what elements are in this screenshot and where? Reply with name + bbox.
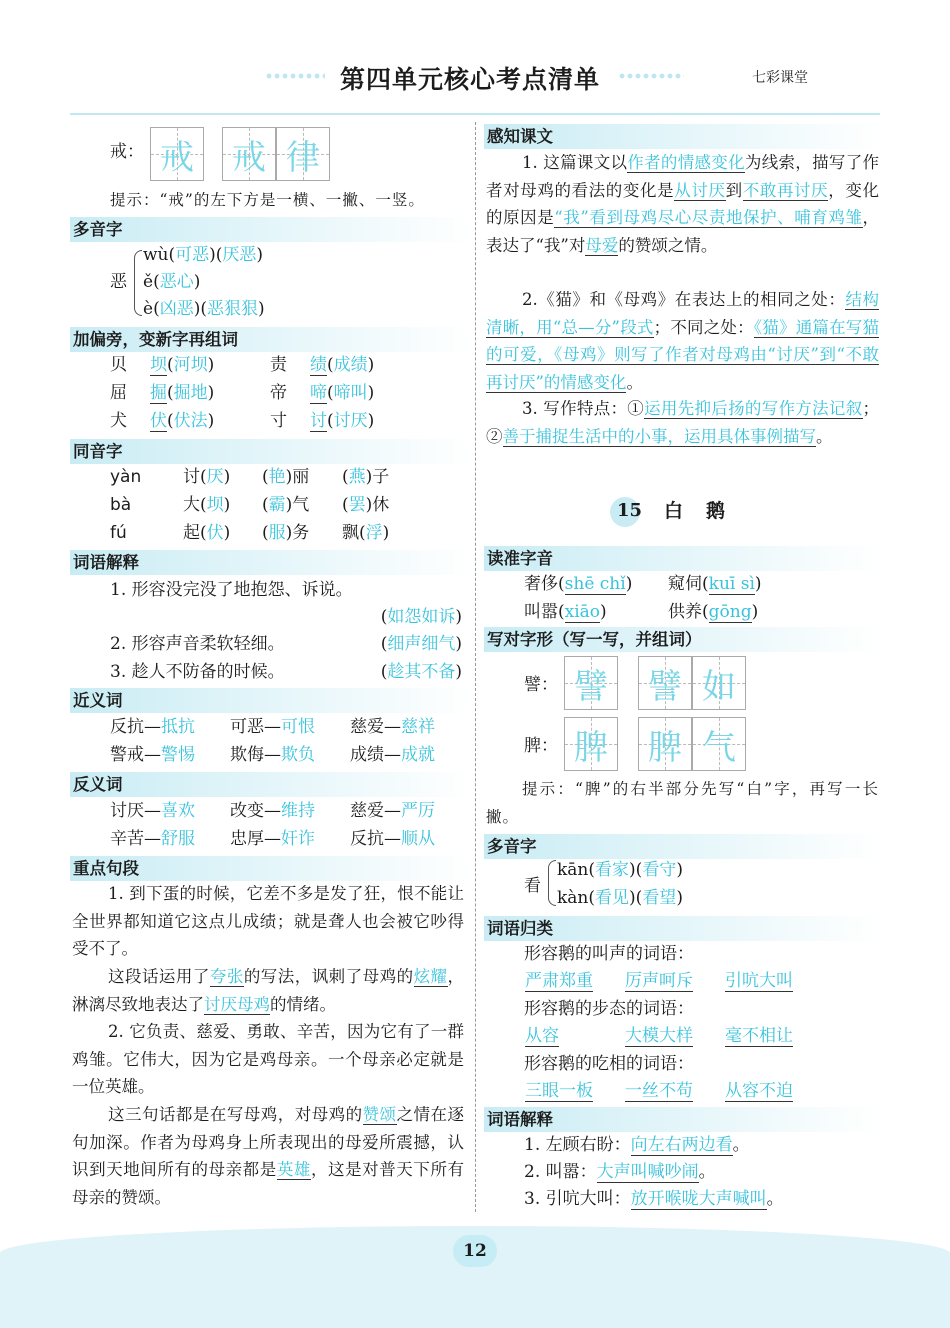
text-span: 成绩 — [350, 745, 384, 765]
text-span: 艳 — [268, 467, 286, 487]
text-span: 看家 — [595, 860, 630, 880]
text-span: kàn — [557, 888, 589, 908]
radical-base: 寸 — [270, 411, 287, 431]
text-span: 霸 — [268, 495, 286, 515]
homophone-word: 大(坝) — [183, 495, 231, 515]
classify-word — [625, 969, 693, 993]
section-heading: 多音字 — [70, 217, 472, 242]
text-span: 大声叫喊吵闹 — [596, 1162, 699, 1182]
jie-label: 戒： — [110, 142, 144, 162]
writing-cell: 戒 — [150, 127, 204, 181]
text-span: 欺负 — [281, 745, 315, 765]
homophone-pinyin: fú — [110, 523, 127, 543]
brace — [548, 860, 556, 906]
pi-label: 譬： — [524, 675, 558, 695]
word-pair: 可恶—可恨 — [230, 717, 315, 737]
text-span: 成就 — [401, 745, 435, 765]
text-span: xiāo — [564, 602, 601, 622]
explain-question: 2. 形容声音柔软轻细。 — [110, 634, 285, 654]
header-dots-right — [618, 73, 684, 79]
classify-question: 形容鹅的步态的词语： — [524, 999, 694, 1019]
perceive-2: 2.《猫》和《母鸡》在表达上的相同之处：结构清晰，用“总—分”段式；不同之处：《猫》通篇在写猫的可爱，《母鸡》则写了作者对母鸡由“讨厌”到“不敢再讨厌”的情感变化。 — [486, 290, 879, 392]
word-pair: 欺侮—欺负 — [230, 745, 315, 765]
section-heading: 多音字 — [484, 834, 880, 859]
text-span: 掘 — [150, 383, 167, 403]
text-span: 罢 — [348, 495, 366, 515]
word-pair: 成绩—成就 — [350, 745, 435, 765]
homophone-word: 起(伏) — [183, 523, 231, 543]
radical-answer: 讨(讨厌) — [310, 411, 375, 431]
text-span: 如怨如诉 — [387, 607, 456, 627]
word-pair: 讨厌—喜欢 — [110, 801, 195, 821]
classify-word — [725, 1079, 793, 1103]
section-heading: 重点句段 — [70, 856, 472, 881]
perceive-1: 1. 这篇课文以作者的情感变化为线索，描写了作者对母鸡的看法的变化是从讨厌到不敢再讨厌，变化的原因是“我”看到母鸡尽心尽责地保护、哺育鸡雏，表达了“我”对母爱的赞颂之情。 — [486, 153, 880, 255]
perceive-3: 3. 写作特点：①运用先抑后扬的写作方法记叙；②善于捕捉生活中的小事，运用具体事例描写。 — [486, 399, 879, 446]
pai-label: 脾： — [524, 736, 558, 756]
text-span: 讨厌 — [110, 801, 144, 821]
text-span: 2. 叫嚣： — [524, 1162, 597, 1182]
text-span: 休 — [372, 495, 390, 515]
text-span: 大 — [183, 495, 200, 515]
column-divider — [475, 122, 476, 1212]
radical-base: 屈 — [110, 383, 127, 403]
key-passage-2: 2. 它负责、慈爱、勇敢、辛苦，因为它有了一群鸡雏。它伟大，因为它是鸡母亲。一个母亲必定就是一位英雄。 — [72, 1022, 464, 1096]
text-span: 伏 — [150, 411, 167, 431]
text-span: 看见 — [595, 888, 630, 908]
text-span: 严厉 — [401, 801, 435, 821]
pronunciation-item: 供养(gōng) — [668, 602, 759, 622]
classify-word — [725, 969, 793, 993]
classify-word — [525, 1024, 559, 1048]
word-pair: 忠厚—奸诈 — [230, 829, 315, 849]
section-heading: 加偏旁，变新字再组词 — [70, 327, 472, 352]
text-span: 讨 — [310, 411, 327, 431]
pronunciation-item: 叫嚣(xiāo) — [524, 602, 607, 622]
homophone-word: 讨(厌) — [183, 467, 231, 487]
text-span: 顺从 — [401, 829, 435, 849]
text-span: 奢侈 — [524, 574, 558, 594]
page-header — [0, 0, 950, 110]
text-span: 慈爱 — [350, 717, 384, 737]
word-pair: 反抗—抵抗 — [110, 717, 195, 737]
text-span: 可恶 — [230, 717, 264, 737]
explain-answer: (细声细气) — [380, 634, 462, 654]
explain-question: 3. 趁人不防备的时候。 — [110, 662, 285, 682]
word-pair: 反抗—顺从 — [350, 829, 435, 849]
text-span: 起 — [183, 523, 200, 543]
text-span: 。 — [766, 1189, 784, 1209]
text-span: 三眼一板 — [525, 1081, 593, 1101]
writing-cell: 如 — [692, 656, 746, 710]
text-span: 严肃郑重 — [525, 971, 593, 991]
text-span: 抵抗 — [161, 717, 195, 737]
word-pair: 改变—维持 — [230, 801, 315, 821]
radical-base: 贝 — [110, 355, 127, 375]
writing-cell: 譬 — [638, 656, 692, 710]
section-heading: 词语归类 — [484, 916, 880, 941]
homophone-word: 飘(浮) — [342, 523, 390, 543]
text-span: 子 — [372, 467, 390, 487]
explain-item — [524, 1160, 716, 1184]
classify-question: 形容鹅的吃相的词语： — [524, 1054, 694, 1074]
section-heading: 读准字音 — [484, 546, 880, 571]
text-span: 毫不相让 — [725, 1026, 793, 1046]
text-span: 慈爱 — [350, 801, 384, 821]
text-span: 服 — [268, 523, 286, 543]
classify-word — [625, 1024, 693, 1048]
text-span: 气 — [292, 495, 310, 515]
homophone-word: (服)务 — [262, 523, 310, 543]
text-span: 一丝不苟 — [625, 1081, 693, 1101]
section-heading: 词语解释 — [70, 550, 472, 575]
page-number: 12 — [453, 1235, 497, 1267]
text-span: 伏 — [206, 523, 224, 543]
text-span: 放开喉咙大声喊叫 — [630, 1189, 767, 1209]
text-span: 坝 — [206, 495, 224, 515]
polyphone-char: 恶 — [110, 272, 127, 292]
brace — [134, 250, 142, 316]
lesson-number: 15 — [617, 500, 643, 521]
text-span: 燕 — [348, 467, 366, 487]
text-span: 成绩 — [333, 355, 368, 375]
word-pair: 警戒—警惕 — [110, 745, 195, 765]
radical-answer: 掘(掘地) — [150, 383, 215, 403]
text-span: kān — [557, 860, 589, 880]
text-span: wù — [143, 245, 169, 265]
homophone-word: (艳)丽 — [262, 467, 310, 487]
text-span: 喜欢 — [161, 801, 195, 821]
page-title: 第四单元核心考点清单 — [340, 65, 601, 94]
text-span: 飘 — [342, 523, 359, 543]
polyphone-line: kān(看家)(看守) — [557, 860, 683, 880]
header-dots-left — [265, 73, 325, 79]
homophone-word: (燕)子 — [342, 467, 390, 487]
text-span: 警惕 — [161, 745, 195, 765]
text-span: 绩 — [310, 355, 327, 375]
explain-question: 1. 形容没完没了地抱怨、诉说。 — [110, 580, 353, 600]
brand-label: 七彩课堂 — [752, 70, 808, 86]
radical-answer: 坝(河坝) — [150, 355, 215, 375]
radical-answer: 伏(伏法) — [150, 411, 215, 431]
text-span: 可恶 — [175, 245, 210, 265]
section-heading: 感知课文 — [484, 124, 880, 149]
writing-cell: 气 — [692, 717, 746, 771]
word-pair: 慈爱—慈祥 — [350, 717, 435, 737]
text-span: 河坝 — [173, 355, 208, 375]
radical-base: 责 — [270, 355, 287, 375]
text-span: 舒服 — [161, 829, 195, 849]
text-span: 引吭大叫 — [725, 971, 793, 991]
text-span: 反抗 — [110, 717, 144, 737]
polyphone-line: ě(恶心) — [143, 272, 201, 292]
text-span: 可恨 — [281, 717, 315, 737]
text-span: 改变 — [230, 801, 264, 821]
polyphone-char: 看 — [524, 876, 541, 896]
text-span: 1. 左顾右盼： — [524, 1135, 631, 1155]
text-span: 欺侮 — [230, 745, 264, 765]
polyphone-line: è(凶恶)(恶狠狠) — [143, 299, 265, 319]
text-span: 趁其不备 — [387, 662, 456, 682]
text-span: 丽 — [292, 467, 310, 487]
text-span: ě — [143, 272, 154, 292]
text-span: 啼叫 — [333, 383, 368, 403]
explain-answer: (趁其不备) — [380, 662, 462, 682]
text-span: 忠厚 — [230, 829, 264, 849]
text-span: 恶心 — [159, 272, 194, 292]
text-span: 辛苦 — [110, 829, 144, 849]
classify-word — [625, 1079, 693, 1103]
pronunciation-item: 窥伺(kuī sì) — [668, 574, 762, 594]
radical-base: 犬 — [110, 411, 127, 431]
text-span: 伏法 — [173, 411, 208, 431]
text-span: shē chǐ — [564, 574, 626, 594]
section-heading: 近义词 — [70, 688, 472, 713]
text-span: 掘地 — [173, 383, 208, 403]
classify-word — [725, 1024, 793, 1048]
word-pair: 辛苦—舒服 — [110, 829, 195, 849]
word-pair: 慈爱—严厉 — [350, 801, 435, 821]
classify-question: 形容鹅的叫声的词语： — [524, 944, 694, 964]
radical-base: 帝 — [270, 383, 287, 403]
text-span: 慈祥 — [401, 717, 435, 737]
text-span: 奸诈 — [281, 829, 315, 849]
text-span: 细声细气 — [387, 634, 456, 654]
key-passage-1: 1. 到下蛋的时候，它差不多是发了狂，恨不能让全世界都知道它这点儿成绩；就是聋人也会被它吵得受不了。 — [72, 884, 464, 958]
text-span: 反抗 — [350, 829, 384, 849]
text-span: è — [143, 299, 154, 319]
tip-text-2: 提示：“脾”的右半部分先写“白”字，再写一长撇。 — [486, 780, 879, 826]
text-span: 啼 — [310, 383, 327, 403]
text-span: 大模大样 — [625, 1026, 693, 1046]
writing-cell: 律 — [276, 127, 330, 181]
section-heading: 同音字 — [70, 439, 472, 464]
classify-word — [525, 1079, 593, 1103]
homophone-pinyin: yàn — [110, 467, 142, 487]
text-span: 厌 — [206, 467, 224, 487]
text-span: 讨厌 — [333, 411, 368, 431]
text-span: 窥伺 — [668, 574, 702, 594]
text-span: 厌恶 — [222, 245, 257, 265]
polyphone-line: kàn(看见)(看望) — [557, 888, 683, 908]
writing-cell: 戒 — [222, 127, 276, 181]
tip-text: 提示：“戒”的左下方是一横、一撇、一竖。 — [110, 191, 425, 209]
writing-cell: 脾 — [638, 717, 692, 771]
section-heading: 词语解释 — [484, 1107, 880, 1132]
section-heading: 写对字形（写一写，并组词） — [484, 627, 880, 652]
text-span: 向左右两边看 — [630, 1135, 733, 1155]
text-span: 厉声呵斥 — [625, 971, 693, 991]
text-span: 浮 — [365, 523, 383, 543]
explain-item — [524, 1187, 784, 1211]
section-heading: 反义词 — [70, 772, 472, 797]
text-span: 。 — [698, 1162, 716, 1182]
text-span: gōng — [708, 602, 752, 622]
explain-answer: (如怨如诉) — [380, 607, 462, 627]
homophone-word: (霸)气 — [262, 495, 310, 515]
text-span: 看守 — [642, 860, 677, 880]
classify-word — [525, 969, 593, 993]
writing-cell: 脾 — [564, 717, 618, 771]
text-span: 凶恶 — [159, 299, 194, 319]
writing-cell: 譬 — [564, 656, 618, 710]
text-span: 供养 — [668, 602, 702, 622]
radical-answer: 啼(啼叫) — [310, 383, 375, 403]
radical-answer: 绩(成绩) — [310, 355, 375, 375]
text-span: 讨 — [183, 467, 200, 487]
text-span: 警戒 — [110, 745, 144, 765]
text-span: 看望 — [642, 888, 677, 908]
text-span: 坝 — [150, 355, 167, 375]
key-analysis-2: 这三句话都是在写母鸡，对母鸡的赞颂之情在逐句加深。作者为母鸡身上所表现出的母爱所震撼，认识到天地间所有的母亲都是英雄，这是对普天下所有母亲的赞颂。 — [72, 1105, 465, 1207]
explain-item — [524, 1133, 750, 1157]
homophone-word: (罢)休 — [342, 495, 390, 515]
text-span: 恶狠狠 — [206, 299, 258, 319]
text-span: 务 — [292, 523, 310, 543]
text-span: 从容 — [525, 1026, 559, 1046]
polyphone-line: wù(可恶)(厌恶) — [143, 245, 264, 265]
text-span: 。 — [732, 1135, 750, 1155]
text-span: kuī sì — [708, 574, 755, 594]
text-span: 叫嚣 — [524, 602, 558, 622]
header-rule — [70, 113, 880, 115]
homophone-pinyin: bà — [110, 495, 132, 515]
lesson-title: 白 鹅 — [664, 500, 728, 522]
text-span: 维持 — [281, 801, 315, 821]
text-span: 3. 引吭大叫： — [524, 1189, 631, 1209]
pronunciation-item: 奢侈(shē chǐ) — [524, 574, 633, 594]
key-analysis-1: 这段话运用了夸张的写法，讽刺了母鸡的炫耀，淋漓尽致地表达了讨厌母鸡的情绪。 — [72, 967, 465, 1014]
text-span: 从容不迫 — [725, 1081, 793, 1101]
